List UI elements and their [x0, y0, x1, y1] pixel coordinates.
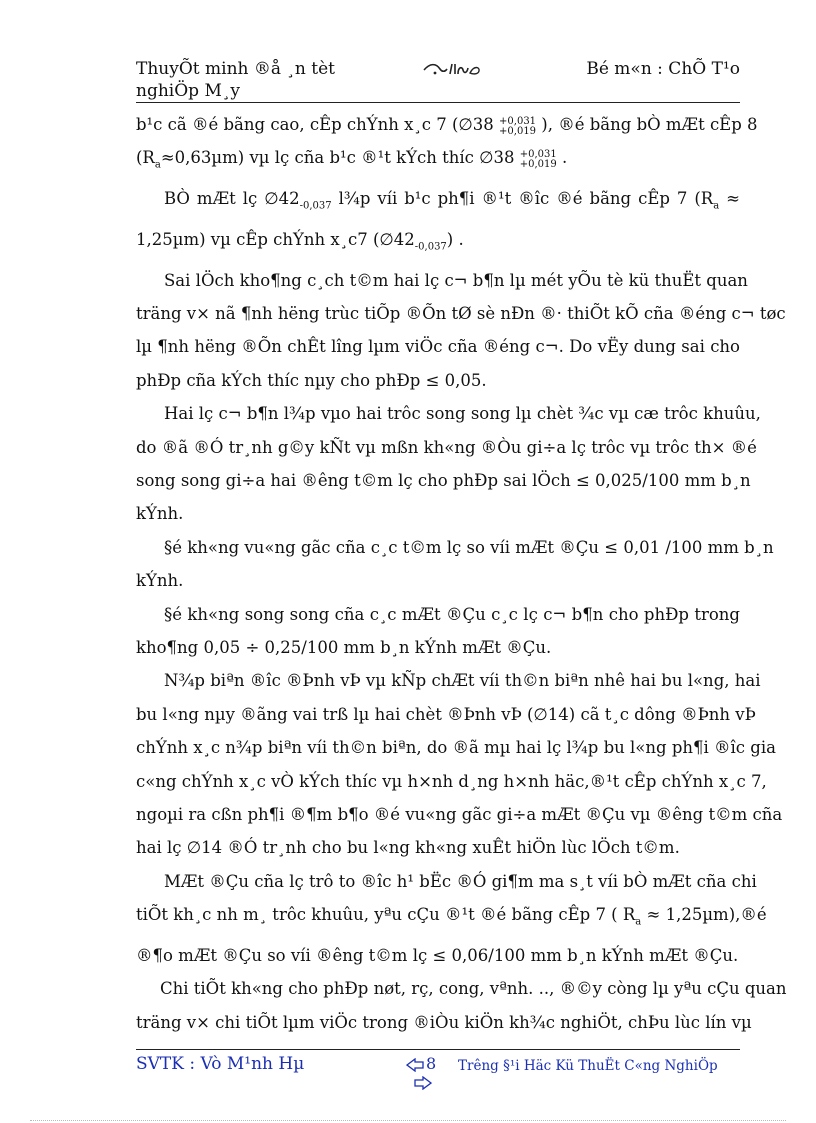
tolerance: +0,031 +0,019	[519, 149, 557, 171]
header-title: ThuyÕt minh ®å ¸n tèt nghiÖp M¸y	[136, 59, 335, 101]
header-department: Bé m«n : ChÕ T¹o	[586, 59, 740, 79]
text-line: Hai lç c¬ b¶n l¾p vµo hai trôc song song lµ chèt ¾c vµ cæ trôc khuûu,	[164, 404, 761, 424]
decorative-ornament-icon	[422, 61, 482, 77]
text-line: kÝnh.	[136, 571, 184, 591]
page-number: 8	[426, 1054, 437, 1073]
text-line: kho¶ng 0,05 ÷ 0,25/100 mm b¸n kÝnh mÆt ®Çu.	[136, 637, 552, 657]
text-line: §é kh«ng song song cña c¸c mÆt ®Çu c¸c lç c¬ b¶n cho phÐp trong	[164, 604, 740, 624]
document-body	[136, 108, 787, 1039]
text-line: Chi tiÕt kh«ng cho phÐp nøt, rç, cong, vªnh. .., ®©y còng lµ yªu cÇu quan	[160, 979, 787, 999]
text-line: lµ ¶nh hëng ®Õn chÊt lîng lµm viÖc cña ®éng c¬. Do vËy dung sai cho	[136, 337, 740, 357]
page-edge-dotted-line	[30, 1120, 786, 1121]
text-line: ngoµi ra cßn ph¶i ®¶m b¶o ®é vu«ng gãc gi÷a mÆt ®Çu vµ ®êng t©m cña	[136, 805, 783, 825]
tolerance: +0,031 +0,019	[499, 116, 537, 137]
text-line: BÒ mÆt lç $\emptyset 42_{-0,037}$ l¾p víi b¹c ph¶i ®¹t ®îc ®é bãng cÊp 7 ($R_a$ ≈	[164, 189, 741, 212]
text-line: ®¶o mÆt ®Çu so víi ®êng t©m lç ≤ 0,06/100 mm b¸n kÝnh mÆt ®Çu.	[136, 945, 739, 965]
paragraph-9	[136, 972, 787, 1039]
text-line: b¹c cã ®é bãng cao, cÊp chÝnh x¸c 7 (∅38 +0,031 +0,019 ), ®é bãng bÒ mÆt cÊp 8	[136, 115, 758, 137]
pointing-hand-icon	[414, 1076, 432, 1090]
text-line: bu l«ng nµy ®ãng vai trß lµ hai chèt ®Þnh vÞ (∅14) cã t¸c dông ®Þnh vÞ	[136, 704, 756, 724]
pointing-hand-icon	[406, 1058, 424, 1072]
page-footer	[136, 1054, 740, 1094]
text-line: song song gi÷a hai ®êng t©m lç cho phÐp sai lÖch ≤ 0,025/100 mm b¸n	[136, 470, 751, 490]
footer-school: Trêng §¹i Häc Kü ThuËt C«ng NghiÖp	[458, 1058, 718, 1074]
text-line: hai lç ∅14 ®Ó tr¸nh cho bu l«ng kh«ng xuÊt hiÖn lùc lÖch t©m.	[136, 838, 680, 858]
text-line: c«ng chÝnh x¸c vÒ kÝch thíc vµ h×nh d¸ng h×nh häc,®¹t cÊp chÝnh x¸c 7,	[136, 771, 767, 791]
text-line: träng v× nã ¶nh hëng trùc tiÕp ®Õn tØ sè nÐn ®· thiÕt kÕ cña ®éng c¬ tøc	[136, 303, 786, 323]
text-line: do ®ã ®Ó tr¸nh g©y kÑt vµ mßn kh«ng ®Òu gi÷a lç trôc vµ trôc th× ®é	[136, 437, 757, 457]
text-line: §é kh«ng vu«ng gãc cña c¸c t©m lç so víi mÆt ®Çu ≤ 0,01 /100 mm b¸n	[164, 537, 774, 557]
footer-divider	[136, 1049, 740, 1050]
text-line: träng v× chi tiÕt lµm viÖc trong ®iÒu kiÖn kh¾c nghiÖt, chÞu lùc lín vµ	[136, 1012, 752, 1032]
paragraph-2	[136, 182, 740, 263]
header-divider	[136, 102, 740, 103]
text-line: chÝnh x¸c n¾p biªn víi th©n biªn, do ®ã mµ hai lç l¾p bu l«ng ph¶i ®îc gia	[136, 738, 776, 758]
paragraph-7	[136, 664, 783, 864]
text-line: N¾p biªn ®îc ®Þnh vÞ vµ kÑp chÆt víi th©n biªn nhê hai bu l«ng, hai	[164, 671, 761, 691]
text-line: kÝnh.	[136, 504, 184, 524]
paragraph-3	[136, 264, 786, 398]
paragraph-5	[136, 531, 774, 598]
text-line: Sai lÖch kho¶ng c¸ch t©m hai lç c¬ b¶n lµ mét yÕu tè kü thuËt quan	[164, 270, 748, 290]
paragraph-6	[136, 598, 740, 665]
paragraph-8	[136, 865, 767, 973]
text-line: $(R_a\approx 0,63\mu m)$ vµ lç cña b¹c ®¹t kÝch thíc ∅38 +0,031 +0,019 .	[136, 148, 568, 171]
paragraph-1	[136, 108, 758, 182]
text-line: phÐp cña kÝch thíc nµy cho phÐp ≤ 0,05.	[136, 370, 487, 390]
text-line: MÆt ®Çu cña lç trô to ®îc h¹ bËc ®Ó gi¶m ma s¸t víi bÒ mÆt cña chi	[164, 871, 757, 891]
text-line: tiÕt kh¸c nh m¸ trôc khuûu, yªu cÇu ®¹t ®é bãng cÊp 7 ( $R_a$ ≈ 1,25µm),®é	[136, 905, 767, 928]
footer-author: SVTK : Vò M¹nh Hµ	[136, 1054, 305, 1074]
text-line: 1,25µm) vµ cÊp chÝnh x¸c7 $(\emptyset 42_{-0,037})$ .	[136, 229, 464, 253]
paragraph-4	[136, 397, 761, 531]
